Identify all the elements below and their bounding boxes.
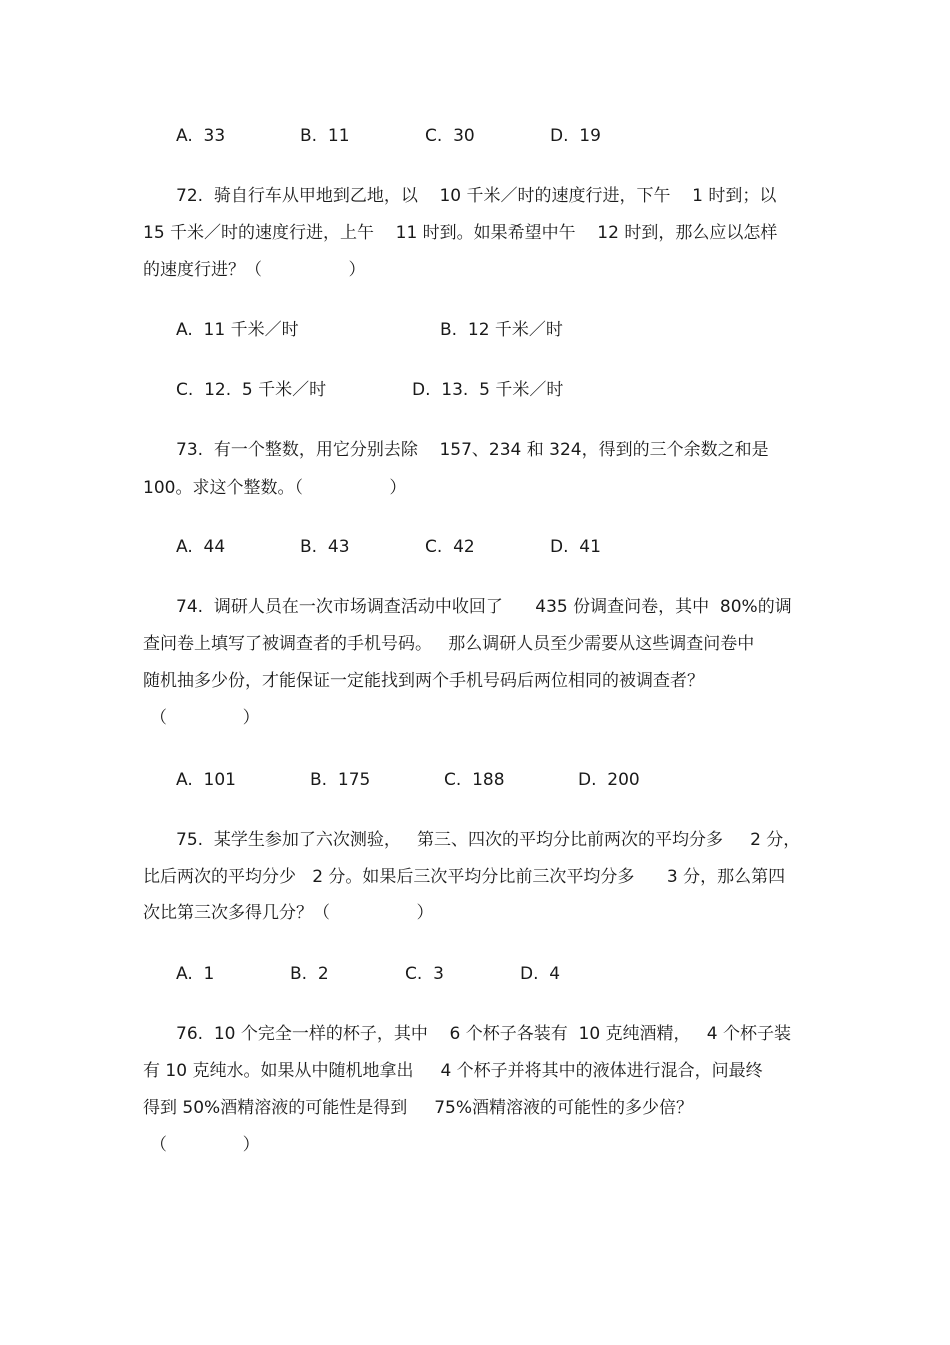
q72-option-b: B. 12 千米／时 [440,320,563,340]
q76-text-line-3: 得到 50%酒精溶液的可能性是得到 75%酒精溶液的可能性的多少倍？ [143,1098,693,1118]
q71-option-d: D. 19 [550,126,601,146]
q75-option-d: D. 4 [520,964,561,984]
q74-text-line-4: （ ） [150,708,260,728]
q75-option-b: B. 2 [290,964,329,984]
q74-text-line-1: 74. 调研人员在一次市场调查活动中收回了 435 份调查问卷，其中 80%的调 [176,597,792,617]
q73-text-line-2: 100。求这个整数。（ ） [143,478,407,498]
q72-text-line-3: 的速度行进？（ ） [143,260,366,280]
q72-text-line-2: 15 千米／时的速度行进，上午 11 时到。如果希望中午 12 时到，那么应以怎样 [143,223,778,243]
q71-option-c: C. 30 [425,126,475,146]
q75-option-a: A. 1 [176,964,215,984]
q73-option-c: C. 42 [425,537,475,557]
q72-option-d: D. 13. 5 千米／时 [412,380,564,400]
q74-option-c: C. 188 [444,770,505,790]
q73-option-d: D. 41 [550,537,601,557]
q71-option-b: B. 11 [300,126,350,146]
q75-option-c: C. 3 [405,964,444,984]
q73-option-a: A. 44 [176,537,226,557]
q73-option-b: B. 43 [300,537,350,557]
q72-option-a: A. 11 千米／时 [176,320,299,340]
q75-text-line-3: 次比第三次多得几分？（ ） [143,903,434,923]
q73-text-line-1: 73. 有一个整数，用它分别去除 157、234 和 324，得到的三个余数之和是 [176,440,769,460]
q74-text-line-2: 查问卷上填写了被调查者的手机号码。 那么调研人员至少需要从这些调查问卷中 [143,634,755,654]
q72-option-c: C. 12. 5 千米／时 [176,380,327,400]
q76-text-line-1: 76. 10 个完全一样的杯子，其中 6 个杯子各装有 10 克纯酒精， 4 个杯子装 [176,1024,791,1044]
q74-option-d: D. 200 [578,770,640,790]
q76-text-line-4: （ ） [150,1135,260,1155]
q74-option-b: B. 175 [310,770,371,790]
q74-text-line-3: 随机抽多少份，才能保证一定能找到两个手机号码后两位相同的被调查者？ [143,671,704,691]
q71-option-a: A. 33 [176,126,226,146]
q72-text-line-1: 72. 骑自行车从甲地到乙地，以 10 千米／时的速度行进，下午 1 时到；以 [176,186,777,206]
q75-text-line-2: 比后两次的平均分少 2 分。如果后三次平均分比前三次平均分多 3 分，那么第四 [143,867,786,887]
q75-text-line-1: 75. 某学生参加了六次测验， 第三、四次的平均分比前两次的平均分多 2 分， [176,830,801,850]
q74-option-a: A. 101 [176,770,236,790]
q76-text-line-2: 有 10 克纯水。如果从中随机地拿出 4 个杯子并将其中的液体进行混合，问最终 [143,1061,763,1081]
